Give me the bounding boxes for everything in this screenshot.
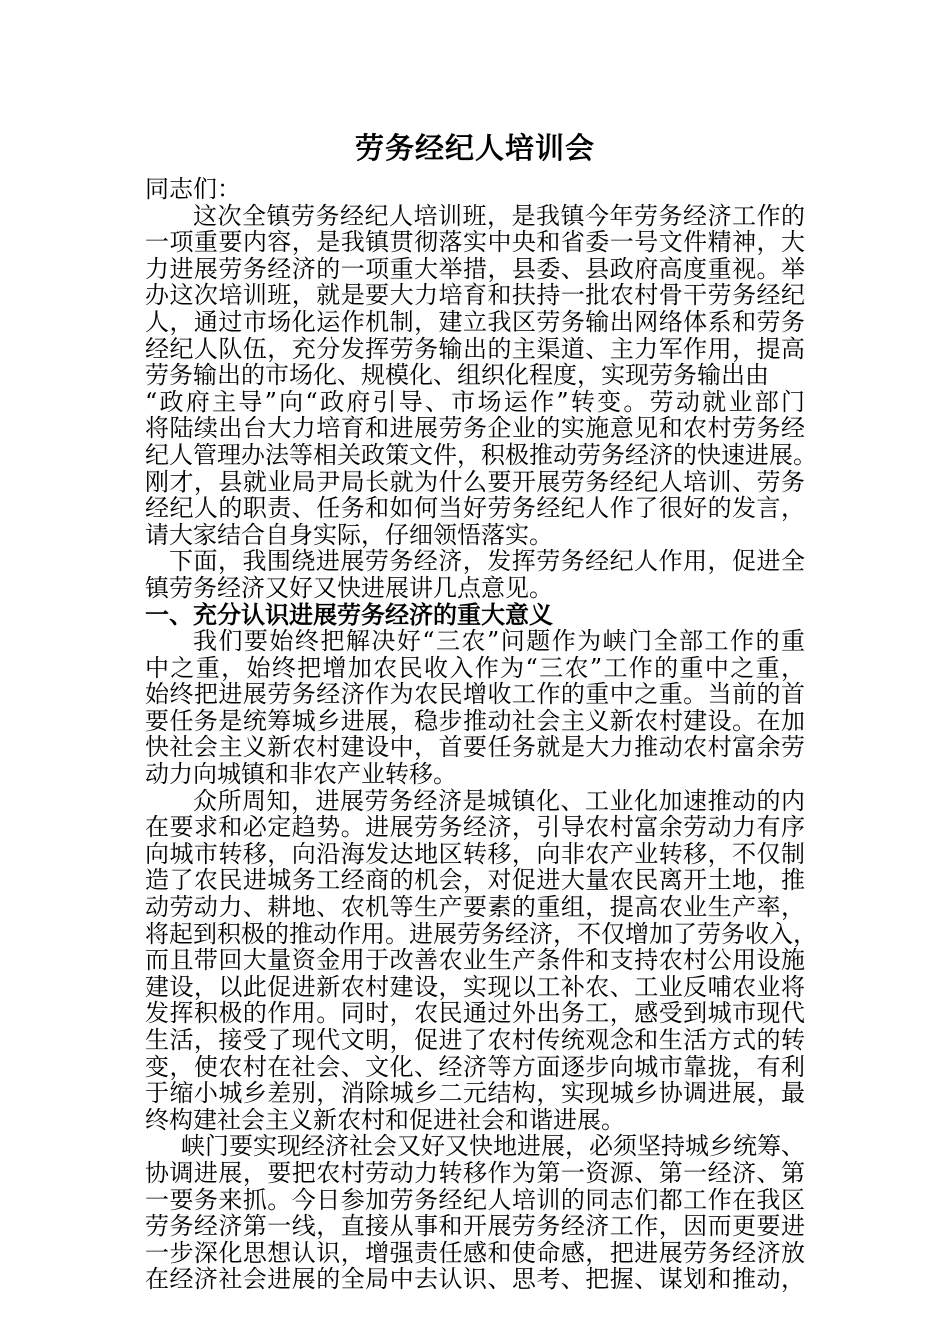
text-line: 终构建社会主义新农村和促进社会和谐进展。 [145, 1105, 625, 1134]
text-line: 请大家结合自身实际，仔细领悟落实。 [145, 520, 553, 549]
text-line: 发挥积极的作用。同时，农民通过外出务工，感受到城市现代 [145, 999, 805, 1028]
text-line: 下面，我围绕进展劳务经济，发挥劳务经纪人作用，促进全 [169, 547, 805, 576]
text-line: 变，使农村在社会、文化、经济等方面逐步向城市靠拢，有利 [145, 1052, 805, 1081]
text-line: 动力向城镇和非农产业转移。 [145, 760, 457, 789]
text-line: 纪人管理办法等相关政策文件，积极推动劳务经济的快速进展。 [145, 440, 817, 469]
text-line: 经纪人的职责、任务和如何当好劳务经纪人作了很好的发言， [145, 494, 805, 523]
text-line: 一要务来抓。今日参加劳务经纪人培训的同志们都工作在我区 [145, 1185, 805, 1214]
text-line: 中之重，始终把增加农民收入作为“三农”工作的重中之重， [145, 653, 805, 682]
text-line: 我们要始终把解决好“三农”问题作为峡门全部工作的重 [193, 627, 805, 656]
text-line: 向城市转移，向沿海发达地区转移，向非农产业转移，不仅制 [145, 839, 805, 868]
text-line: 动劳动力、耕地、农机等生产要素的重组，提高农业生产率， [145, 893, 805, 922]
text-line: 于缩小城乡差别，消除城乡二元结构，实现城乡协调进展，最 [145, 1079, 805, 1108]
text-line: 快社会主义新农村建设中，首要任务就是大力推动农村富余劳 [145, 733, 805, 762]
text-line: 办这次培训班，就是要大力培育和扶持一批农村骨干劳务经纪 [145, 281, 805, 310]
section-heading: 一、充分认识进展劳务经济的重大意义 [145, 599, 553, 629]
text-line: 建设，以此促进新农村建设，实现以工补农、工业反哺农业将 [145, 972, 805, 1001]
text-line: 始终把进展劳务经济作为农民增收工作的重中之重。当前的首 [145, 680, 805, 709]
text-line: 刚才，县就业局尹局长就为什么要开展劳务经纪人培训、劳务 [145, 467, 805, 496]
text-line: “政府主导”向“政府引导、市场运作”转变。劳动就业部门 [145, 387, 805, 416]
text-line: 众所周知，进展劳务经济是城镇化、工业化加速推动的内 [193, 786, 805, 815]
text-line: 在要求和必定趋势。进展劳务经济，引导农村富余劳动力有序 [145, 813, 805, 842]
document-body [145, 175, 817, 1294]
text-line: 力进展劳务经济的一项重大举措，县委、县政府高度重视。举 [145, 254, 805, 283]
text-line: 这次全镇劳务经纪人培训班，是我镇今年劳务经济工作的 [193, 201, 805, 230]
text-line: 劳务经济第一线，直接从事和开展劳务经济工作，因而更要进 [145, 1212, 805, 1241]
text-line: 一步深化思想认识，增强责任感和使命感，把进展劳务经济放 [145, 1238, 805, 1267]
text-line: 峡门要实现经济社会又好又快地进展，必须坚持城乡统筹、 [181, 1132, 805, 1161]
text-line: 将起到积极的推动作用。进展劳务经济，不仅增加了劳务收入， [145, 919, 817, 948]
text-line: 协调进展，要把农村劳动力转移作为第一资源、第一经济、第 [145, 1158, 805, 1187]
text-line: 经纪人队伍，充分发挥劳务输出的主渠道、主力军作用，提高 [145, 334, 805, 363]
text-line: 生活，接受了现代文明，促进了农村传统观念和生活方式的转 [145, 1026, 805, 1054]
text-line: 人，通过市场化运作机制，建立我区劳务输出网络体系和劳务 [145, 307, 805, 336]
document-title: 劳务经纪人培训会 [354, 131, 595, 165]
text-line: 在经济社会进展的全局中去认识、思考、把握、谋划和推动， [145, 1265, 805, 1294]
text-line: 镇劳务经济又好又快进展讲几点意见。 [145, 573, 553, 602]
text-line: 要任务是统筹城乡进展，稳步推动社会主义新农村建设。在加 [145, 706, 805, 735]
text-line: 劳务输出的市场化、规模化、组织化程度，实现劳务输出由 [145, 361, 769, 390]
text-line: 而且带回大量资金用于改善农业生产条件和支持农村公用设施 [145, 946, 805, 975]
text-line: 造了农民进城务工经商的机会，对促进大量农民离开土地，推 [145, 866, 805, 895]
text-line: 将陆续出台大力培育和进展劳务企业的实施意见和农村劳务经 [145, 414, 805, 443]
text-line: 同志们： [145, 175, 241, 203]
text-line: 一项重要内容，是我镇贯彻落实中央和省委一号文件精神，大 [145, 228, 805, 257]
